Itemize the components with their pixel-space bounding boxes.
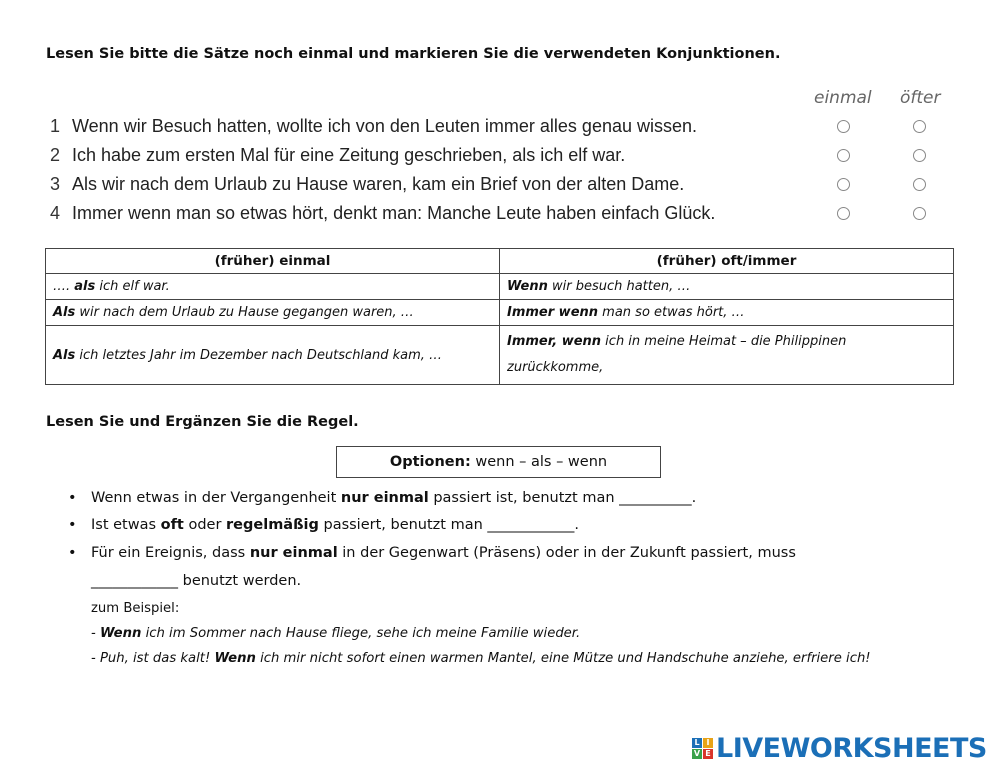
- liveworksheets-logo: [692, 733, 987, 764]
- example-text: ich im Sommer nach Hause fliege, sehe ich meine Familie wieder.: [141, 626, 581, 641]
- radio-oefter-3[interactable]: [913, 178, 926, 191]
- table-row: [46, 274, 954, 300]
- table-row: [46, 326, 954, 385]
- sentence-text: Wenn wir Besuch hatten, wollte ich von den Leuten immer alles genau wissen.: [72, 116, 698, 136]
- cell-text: wir besuch hatten, …: [547, 279, 691, 294]
- radio-einmal-2[interactable]: [837, 149, 850, 162]
- table-cell: [500, 274, 954, 300]
- logo-tile: I: [703, 738, 713, 748]
- task-instruction-1: Lesen Sie bitte die Sätze noch einmal und markieren Sie die verwendeten Konjunktionen.: [46, 46, 781, 62]
- options-box: [336, 446, 661, 478]
- cell-text: man so etwas hört, …: [598, 305, 745, 320]
- column-header-einmal: einmal: [814, 88, 872, 108]
- logo-icon: [692, 738, 713, 759]
- bullet-icon: •: [68, 490, 77, 506]
- sentence-row: [50, 145, 625, 166]
- options-label: Optionen:: [389, 454, 471, 470]
- table-header-row: [46, 249, 954, 274]
- task-instruction-2: Lesen Sie und Ergänzen Sie die Regel.: [46, 414, 359, 430]
- column-header-oefter: öfter: [900, 88, 941, 108]
- cell-conjunction: Als: [53, 305, 76, 320]
- example-text: ich mir nicht sofort einen warmen Mantel, eine Mütze und Handschuhe anziehe, erfriere ich!: [255, 651, 871, 666]
- cell-conjunction: Immer wenn: [507, 305, 599, 320]
- sentence-row: [50, 116, 697, 137]
- conjunction-table: [45, 248, 954, 385]
- rule-text: in der Gegenwart (Präsens) oder in der Zukunft passiert, muss: [337, 545, 796, 561]
- logo-tile: V: [693, 749, 701, 758]
- rule-text: Für ein Ereignis, dass: [91, 545, 250, 561]
- cell-text: wir nach dem Urlaub zu Hause gegangen waren, …: [75, 305, 414, 320]
- example-text: -: [91, 626, 100, 641]
- radio-einmal-3[interactable]: [837, 178, 850, 191]
- example-text: - Puh, ist das kalt!: [91, 651, 215, 666]
- radio-oefter-2[interactable]: [913, 149, 926, 162]
- cell-conjunction: Als: [53, 347, 76, 363]
- sentence-number: 3: [50, 174, 61, 194]
- rule-text-blank: passiert ist, benutzt man __________.: [428, 490, 697, 506]
- radio-oefter-4[interactable]: [913, 207, 926, 220]
- rule-text: Wenn etwas in der Vergangenheit: [91, 490, 341, 506]
- table-cell: [500, 300, 954, 326]
- sentence-number: 1: [50, 116, 61, 136]
- rule-text: oder: [183, 517, 227, 533]
- table-cell: [46, 274, 500, 300]
- rule-keyword: regelmäßig: [226, 517, 319, 533]
- logo-tile: E: [703, 749, 713, 759]
- example-keyword: Wenn: [214, 651, 256, 666]
- example-label: zum Beispiel:: [91, 601, 180, 616]
- logo-tile: L: [692, 738, 702, 748]
- example-2: [91, 651, 871, 666]
- sentence-row: [50, 174, 684, 195]
- radio-einmal-1[interactable]: [837, 120, 850, 133]
- rule-text: Ist etwas: [91, 517, 161, 533]
- sentence-number: 4: [50, 203, 61, 223]
- options-values: wenn – als – wenn: [470, 454, 608, 470]
- cell-conjunction: Wenn: [507, 279, 548, 294]
- table-cell: [46, 300, 500, 326]
- cell-conjunction: als: [74, 279, 96, 294]
- sentence-number: 2: [50, 145, 61, 165]
- sentence-text: Ich habe zum ersten Mal für eine Zeitung geschrieben, als ich elf war.: [72, 145, 626, 165]
- table-cell: [46, 326, 500, 385]
- cell-prefix: ….: [53, 279, 75, 294]
- logo-text: LIVEWORKSHEETS: [716, 733, 987, 764]
- sentence-row: [50, 203, 715, 224]
- sentence-text: Als wir nach dem Urlaub zu Hause waren, kam ein Brief von der alten Dame.: [72, 174, 685, 194]
- table-header-oft: (früher) oft/immer: [500, 249, 954, 274]
- cell-text: ich elf war.: [95, 279, 170, 294]
- rule-2: [91, 517, 579, 533]
- cell-conjunction: Immer, wenn: [507, 334, 602, 349]
- sentence-text: Immer wenn man so etwas hört, denkt man: Manche Leute haben einfach Glück.: [72, 203, 716, 223]
- bullet-icon: •: [68, 545, 77, 561]
- cell-text: ich letztes Jahr im Dezember nach Deutschland kam, …: [75, 347, 443, 363]
- bullet-icon: •: [68, 517, 77, 533]
- cell-text: ich in meine Heimat – die Philippinen zurückkomme,: [507, 334, 847, 375]
- rule-3-continuation: ____________ benutzt werden.: [91, 573, 302, 589]
- rule-3: [91, 545, 796, 561]
- table-row: [46, 300, 954, 326]
- example-keyword: Wenn: [99, 626, 142, 641]
- radio-einmal-4[interactable]: [837, 207, 850, 220]
- rule-text-blank: passiert, benutzt man ____________.: [318, 517, 580, 533]
- table-header-einmal: (früher) einmal: [46, 249, 500, 274]
- rule-keyword: nur einmal: [340, 490, 429, 506]
- rule-keyword: oft: [160, 517, 184, 533]
- example-1: [91, 626, 580, 641]
- table-cell: [500, 326, 954, 385]
- rule-keyword: nur einmal: [249, 545, 338, 561]
- radio-oefter-1[interactable]: [913, 120, 926, 133]
- rule-1: [91, 490, 696, 506]
